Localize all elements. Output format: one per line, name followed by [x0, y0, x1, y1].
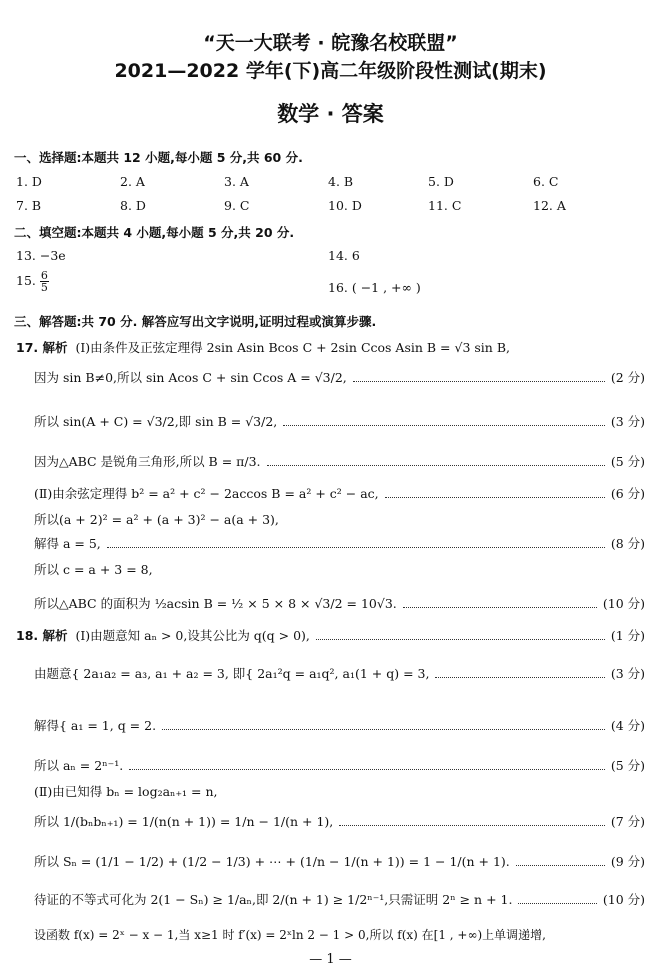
score-mark: (10 分): [602, 596, 645, 611]
mc-answer: 10. D: [328, 198, 362, 213]
q18-solution-line-6: [34, 812, 645, 832]
mc-answer: 4. B: [328, 174, 354, 189]
score-mark: (3 分): [610, 414, 645, 429]
section3-heading: 三、解答题:共 70 分. 解答应写出文字说明,证明过程或演算步骤.: [14, 314, 377, 329]
q17-solution-line-7: [34, 534, 645, 554]
q17-label: 17. 解析: [16, 340, 68, 355]
fill-answer-15-label: 15.: [16, 273, 36, 288]
leader-dots: [353, 381, 605, 382]
leader-dots: [107, 547, 605, 548]
leader-dots: [267, 465, 605, 466]
q18-solution-line-8: [34, 890, 645, 910]
section2-heading: 二、填空题:本题共 4 小题,每小题 5 分,共 20 分.: [14, 225, 295, 240]
leader-dots: [403, 607, 597, 608]
q17-solution-line-1: [16, 338, 510, 356]
q18-text: 所以 aₙ = 2ⁿ⁻¹.: [34, 758, 124, 773]
fill-answer-13: 13. −3e: [16, 248, 66, 263]
fill-answer-16: 16. ( −1 , +∞ ): [328, 280, 421, 295]
leader-dots: [283, 425, 605, 426]
fill-answer-15: [16, 270, 49, 293]
score-mark: (5 分): [610, 454, 645, 469]
q17-solution-line-2: [34, 368, 645, 388]
q17-solution-line-4: [34, 452, 645, 472]
fraction-denominator: 5: [40, 281, 48, 294]
q18-text: 由题意{ 2a₁a₂ = a₃, a₁ + a₂ = 3, 即{ 2a₁²q = a₁q², a₁(1 + q) = 3,: [34, 666, 430, 681]
q17-text: (Ⅱ)由余弦定理得 b² = a² + c² − 2accos B = a² + c² − ac,: [34, 486, 379, 501]
q17-solution-line-8: 所以 c = a + 3 = 8,: [34, 562, 153, 577]
leader-dots: [435, 677, 604, 678]
leader-dots: [516, 865, 605, 866]
q17-text: (Ⅰ)由条件及正弦定理得 2sin Asin Bcos C + 2sin Ccos Asin B = √3 sin B,: [75, 340, 510, 355]
q18-solution-line-1: [16, 626, 645, 646]
q18-text: 所以 1/(bₙbₙ₊₁) = 1/(n(n + 1)) = 1/n − 1/(n + 1),: [34, 814, 334, 829]
mc-answer: 5. D: [428, 174, 454, 189]
page-number: — 1 —: [309, 952, 352, 967]
mc-answer: 9. C: [224, 198, 250, 213]
score-mark: (10 分): [602, 892, 645, 907]
mc-answer: 1. D: [16, 174, 42, 189]
q18-text: (Ⅰ)由题意知 aₙ > 0,设其公比为 q(q > 0),: [75, 628, 310, 643]
score-mark: (5 分): [610, 758, 645, 773]
q17-text: 因为△ABC 是锐角三角形,所以 B = π/3.: [34, 454, 261, 469]
score-mark: (4 分): [610, 718, 645, 733]
score-mark: (8 分): [610, 536, 645, 551]
mc-answer: 11. C: [428, 198, 462, 213]
q17-solution-line-3: [34, 412, 645, 432]
fraction-numerator: 6: [40, 269, 48, 282]
q17-text: 解得 a = 5,: [34, 536, 101, 551]
q18-solution-line-9: 设函数 f(x) = 2ˣ − x − 1,当 x≥1 时 f′(x) = 2ˣln 2 − 1 > 0,所以 f(x) 在[1 , +∞)上单调递增,: [34, 928, 546, 942]
q18-label: 18. 解析: [16, 628, 68, 643]
section1-heading: 一、选择题:本题共 12 小题,每小题 5 分,共 60 分.: [14, 150, 303, 165]
mc-answer: 8. D: [120, 198, 146, 213]
mc-answer: 7. B: [16, 198, 42, 213]
mc-answers-row-2: [16, 198, 646, 216]
q17-solution-line-6: 所以(a + 2)² = a² + (a + 3)² − a(a + 3),: [34, 512, 279, 527]
q17-solution-line-9: [34, 594, 645, 614]
fill-answer-14: 14. 6: [328, 248, 360, 263]
q17-text: 所以△ABC 的面积为 ½acsin B = ½ × 5 × 8 × √3/2 = 10√3.: [34, 596, 397, 611]
mc-answers-row-1: [16, 174, 646, 192]
leader-dots: [339, 825, 605, 826]
score-mark: (1 分): [610, 628, 645, 643]
q18-text: 待证的不等式可化为 2(1 − Sₙ) ≥ 1/aₙ,即 2/(n + 1) ≥ 1/2ⁿ⁻¹,只需证明 2ⁿ ≥ n + 1.: [34, 892, 513, 907]
q18-solution-line-7: [34, 852, 645, 872]
score-mark: (9 分): [610, 854, 645, 869]
mc-answer: 3. A: [224, 174, 249, 189]
mc-answer: 6. C: [533, 174, 559, 189]
q18-solution-line-5: (Ⅱ)由已知得 bₙ = log₂aₙ₊₁ = n,: [34, 784, 218, 799]
score-mark: (6 分): [610, 486, 645, 501]
leader-dots: [518, 903, 596, 904]
mc-answer: 12. A: [533, 198, 566, 213]
leader-dots: [385, 497, 605, 498]
q18-text: 所以 Sₙ = (1/1 − 1/2) + (1/2 − 1/3) + ⋯ + (1/n − 1/(n + 1)) = 1 − 1/(n + 1).: [34, 854, 510, 869]
score-mark: (3 分): [610, 666, 645, 681]
leader-dots: [129, 769, 605, 770]
leader-dots: [316, 639, 605, 640]
q17-text: 因为 sin B≠0,所以 sin Acos C + sin Ccos A = √3/2,: [34, 370, 347, 385]
score-mark: (2 分): [610, 370, 645, 385]
score-mark: (7 分): [610, 814, 645, 829]
exam-title-line2: 2021—2022 学年(下)高二年级阶段性测试(期末): [114, 60, 547, 82]
q18-solution-line-2: [34, 664, 645, 684]
exam-title-line1: “天一大联考 · 皖豫名校联盟”: [203, 32, 458, 54]
fraction: [40, 270, 49, 293]
q17-text: 所以 sin(A + C) = √3/2,即 sin B = √3/2,: [34, 414, 278, 429]
q18-text: 解得{ a₁ = 1, q = 2.: [34, 718, 157, 733]
q17-solution-line-5: [34, 484, 645, 504]
subject-title: 数学 · 答案: [277, 102, 384, 126]
q18-solution-line-3: [34, 716, 645, 736]
mc-answer: 2. A: [120, 174, 145, 189]
leader-dots: [162, 729, 605, 730]
q18-solution-line-4: [34, 756, 645, 776]
